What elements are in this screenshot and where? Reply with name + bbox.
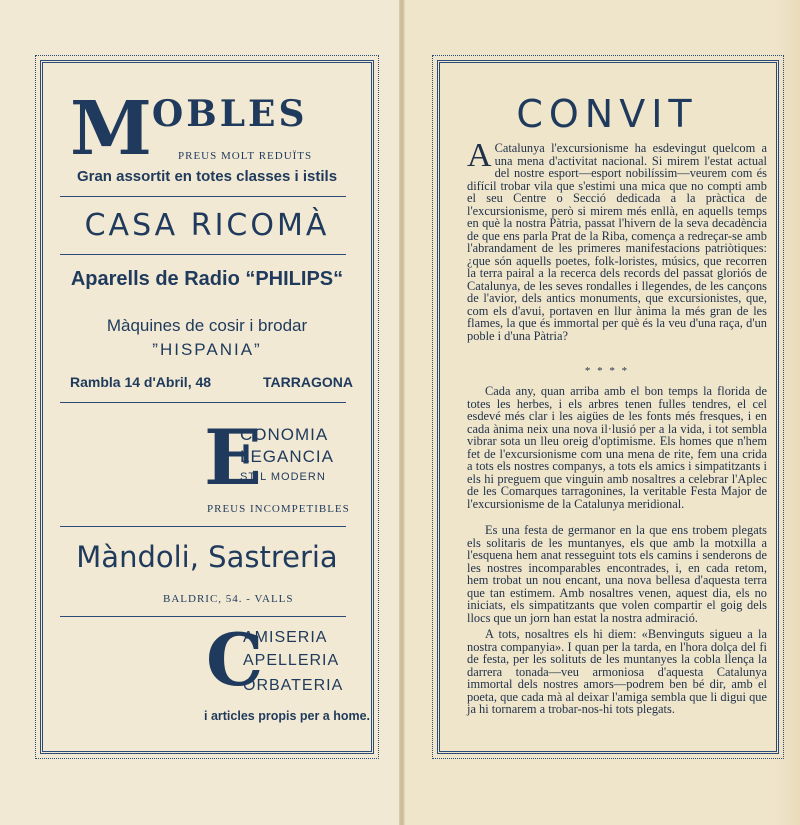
paragraph-3: Es una festa de germanor en la que ens trobem plegats els solitaris de les muntanyes, els que amb la motxilla a l'esquena hem anat resseguint tots els camins i senderons de les nostres incomparables encontrades, i, en cada retom, hem trobat un nou encant, una nova bellesa d'aquesta terra que tan estimem. Amb nosaltres venen, aquest dia, els no iniciats, els simpatitzants que volen compartir el goig dels llocs que un jorn han estat la nostra admiració. bbox=[467, 523, 767, 625]
casa-ricoma-title: CASA RICOMÀ bbox=[84, 208, 330, 243]
preus-incompetibles: PREUS INCOMPETIBLES bbox=[207, 503, 350, 515]
paragraph-1 bbox=[467, 137, 767, 343]
mobles-rest: OBLES bbox=[151, 93, 308, 135]
address-right: TARRAGONA bbox=[263, 374, 353, 390]
camiseria-line-2: APELLERIA bbox=[243, 652, 340, 669]
machines-line-1: Màquines de cosir i brodar bbox=[106, 316, 308, 335]
divider bbox=[60, 402, 346, 403]
camiseria-line-1: AMISERIA bbox=[243, 629, 328, 646]
mobles-subtitle: Gran assortit en totes classes i istils bbox=[76, 168, 338, 185]
divider bbox=[60, 196, 346, 197]
paragraph-4: A tots, nosaltres els hi diem: «Benvinguts sigueu a la nostra companyia». I quan per la tarda, en l'hora dolça del fi de festa, per les solituts de les muntanyes la cobla llença la darrera tonada—veu armoniosa d'aquesta Catalunya immortal dels nostres amors—podrem ben bé dir, amb el poeta, que cada mà al deixar l'amiga sembla que li digui que ja hi tornarem a trobar-nos-hi tots plegats. bbox=[467, 627, 767, 716]
mandoli-title: Màndoli, Sastreria bbox=[76, 540, 338, 574]
drop-cap: A bbox=[467, 137, 492, 174]
economia-line-2: LEGANCIA bbox=[240, 447, 334, 466]
divider bbox=[60, 526, 346, 527]
divider bbox=[60, 254, 346, 255]
mobles-initial: M bbox=[70, 86, 152, 172]
divider bbox=[60, 616, 346, 617]
camiseria-initial: C bbox=[206, 617, 264, 702]
economia-initial: E bbox=[204, 413, 262, 502]
economia-line-3: STIL MODERN bbox=[240, 471, 326, 483]
paragraph-1-text: Catalunya l'excursionisme ha esdevingut quelcom a una mena d'activitat nacional. Si mirem l'estat actual del nostre esport—esport nobilíssim—veurem com és difícil trobar vila que s'estimi una mica que no compti amb el seu Centre o Secció dedicada a la pràctica de l'excursionisme, però si mirem més enllà, en aquells temps en què la nostra Pàtria, passat l'hivern de la seva decadència de que ens parla Prat de la Riba, comença a redreçar-se amb l'abrandament de les primeres manifestacions patriòtiques: ¿que són aquells poetes, folk-loristes, músics, que recorren la terra pairal a la recerca dels records del passat gloriós de Catalunya, de les seves rondalles i llegendes, de les cançons de l'avior, dels antics monuments, que excursionistes, que, com els d'avui, portaven en llur ànima la més gran de les flames, la que és immortal per què és la veu d'una raça, d'un poble i d'una Pàtria? bbox=[467, 141, 767, 343]
mobles-tagline: PREUS MOLT REDUÏTS bbox=[178, 150, 313, 162]
articles-line: i articles propis per a home. bbox=[204, 709, 371, 723]
economia-line-1: CONOMIA bbox=[240, 425, 329, 444]
machines-line-2: ”HISPANIA” bbox=[152, 340, 262, 359]
page-fold bbox=[399, 0, 405, 825]
camiseria-line-3: ORBATERIA bbox=[243, 677, 344, 694]
address-left: Rambla 14 d'Abril, 48 bbox=[70, 374, 212, 390]
radio-line: Aparells de Radio “PHILIPS“ bbox=[70, 268, 344, 290]
paragraph-2: Cada any, quan arriba amb el bon temps la florida de totes les herbes, i els arbres tenen fulles tendres, el cel esdevé més clar i les aigües de les fonts més fresques, i en cada ànima neix una nova il·lusió per a la vida, i tot sembla vibrar sota un lleu oreig d'optimisme. Els homes que n'hem fet de l'excursionisme com una mena de rite, fem una crida a tots els nostres companys, a tots els amics i simpatitzants i els hi preguem que vinguin amb nosaltres a celebrar l'Aplec de les Comarques tarragonines, la veritable Festa Major de l'excursionisme de la Catalunya meridional. bbox=[467, 384, 767, 511]
mandoli-address: BALDRIC, 54. - VALLS bbox=[163, 593, 294, 605]
section-separator: * * * * bbox=[584, 365, 630, 377]
convit-title: CONVIT bbox=[516, 92, 698, 136]
